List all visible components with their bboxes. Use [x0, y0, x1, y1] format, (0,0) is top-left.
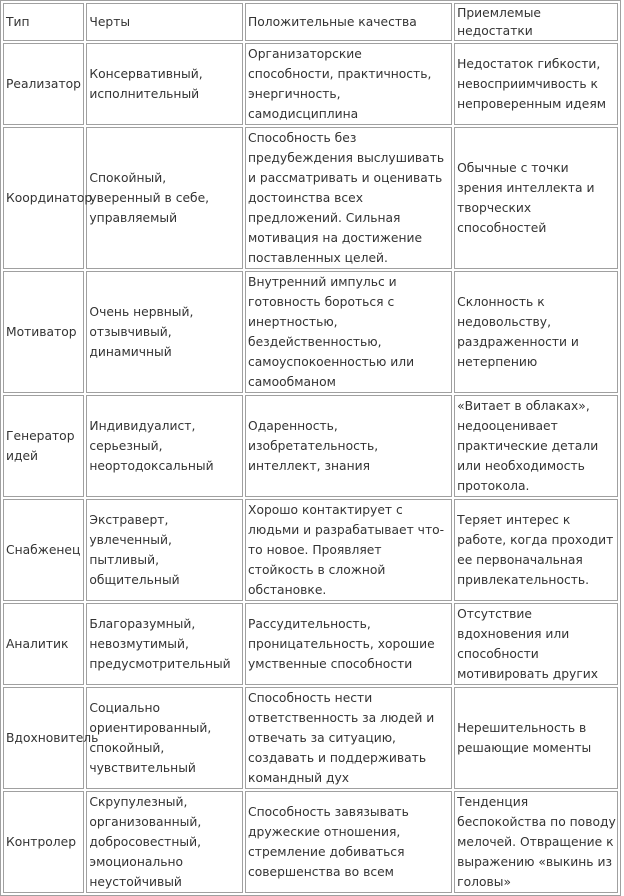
traits-cell: Скрупулезный, организованный, добросовестный, эмоционально неустойчивый [86, 791, 243, 893]
traits-cell: Экстраверт, увлеченный, пытливый, общительный [86, 499, 243, 601]
table-row [3, 499, 618, 601]
flaws-cell: Отсутствие вдохновения или способности мотивировать других [454, 603, 618, 685]
role-type-cell: Координатор [3, 127, 84, 269]
role-type-cell: Мотиватор [3, 271, 84, 393]
role-type-cell: Вдохновитель [3, 687, 84, 789]
role-type-cell: Снабженец [3, 499, 84, 601]
table-row [3, 43, 618, 125]
header-traits: Черты [86, 3, 243, 41]
header-positive-qualities: Положительные качества [245, 3, 452, 41]
header-type: Тип [3, 3, 84, 41]
flaws-cell: Нерешительность в решающие моменты [454, 687, 618, 789]
role-type-cell: Реализатор [3, 43, 84, 125]
flaws-cell: «Витает в облаках», недооценивает практические детали или необходимость протокола. [454, 395, 618, 497]
table-row [3, 791, 618, 893]
positive-cell: Способность нести ответственность за людей и отвечать за ситуацию, создавать и поддерживать командный дух [245, 687, 452, 789]
traits-cell: Благоразумный, невозмутимый, предусмотрительный [86, 603, 243, 685]
table-row [3, 687, 618, 789]
traits-cell: Спокойный, уверенный в себе, управляемый [86, 127, 243, 269]
positive-cell: Способность без предубеждения выслушивать и рассматривать и оценивать достоинства всех предложений. Сильная мотивация на достижение поставленных целей. [245, 127, 452, 269]
flaws-cell: Недостаток гибкости, невосприимчивость к непроверенным идеям [454, 43, 618, 125]
table-row [3, 395, 618, 497]
flaws-cell: Склонность к недовольству, раздраженности и нетерпению [454, 271, 618, 393]
traits-cell: Социально ориентированный, спокойный, чувствительный [86, 687, 243, 789]
traits-cell: Консервативный, исполнительный [86, 43, 243, 125]
flaws-cell: Тенденция беспокойства по поводу мелочей. Отвращение к выражению «выкинь из головы» [454, 791, 618, 893]
positive-cell: Организаторские способности, практичность, энергичность, самодисциплина [245, 43, 452, 125]
traits-cell: Индивидуалист, серьезный, неортодоксальный [86, 395, 243, 497]
role-type-cell: Контролер [3, 791, 84, 893]
positive-cell: Хорошо контактирует с людьми и разрабатывает что-то новое. Проявляет стойкость в сложной обстановке. [245, 499, 452, 601]
table-row [3, 603, 618, 685]
positive-cell: Способность завязывать дружеские отношения, стремление добиваться совершенства во всем [245, 791, 452, 893]
role-type-cell: Аналитик [3, 603, 84, 685]
flaws-cell: Обычные с точки зрения интеллекта и творческих способностей [454, 127, 618, 269]
flaws-cell: Теряет интерес к работе, когда проходит ее первоначальная привлекательность. [454, 499, 618, 601]
table-row [3, 271, 618, 393]
positive-cell: Рассудительность, проницательность, хорошие умственные способности [245, 603, 452, 685]
positive-cell: Одаренность, изобретательность, интеллект, знания [245, 395, 452, 497]
traits-cell: Очень нервный, отзывчивый, динамичный [86, 271, 243, 393]
role-type-cell: Генератор идей [3, 395, 84, 497]
table-row [3, 127, 618, 269]
positive-cell: Внутренний импульс и готовность бороться с инертностью, бездейственностью, самоуспокоенностью или самообманом [245, 271, 452, 393]
header-row [3, 3, 618, 41]
header-acceptable-flaws: Приемлемые недостатки [454, 3, 618, 41]
